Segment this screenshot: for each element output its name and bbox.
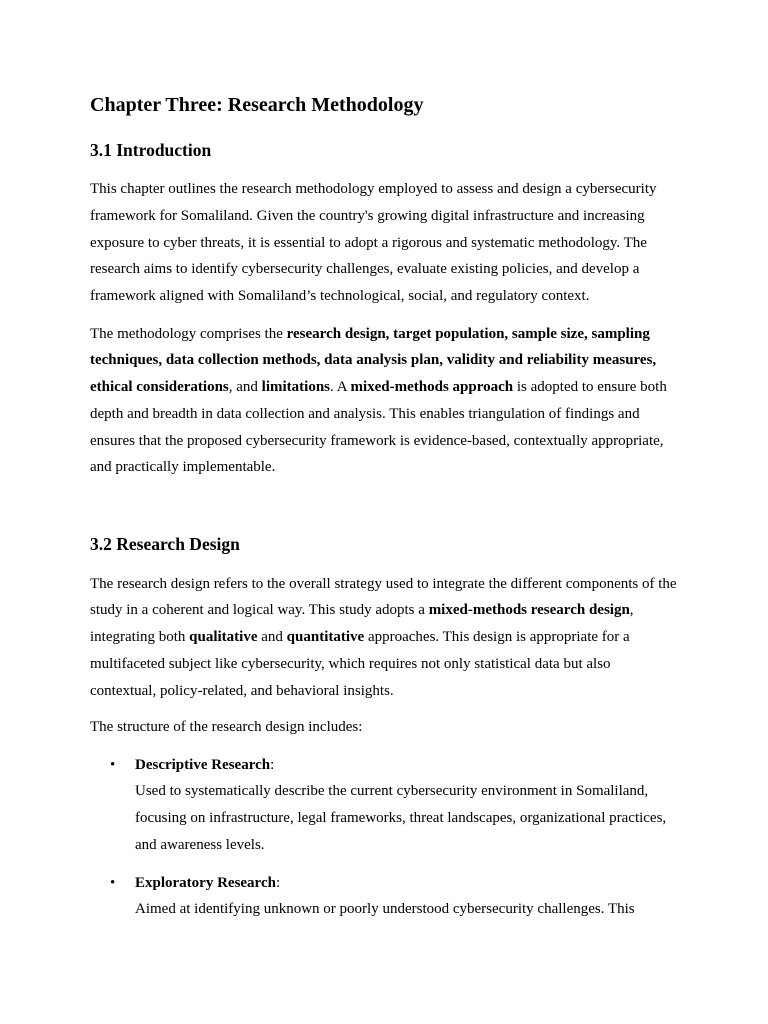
- text-run: . A: [330, 379, 351, 396]
- list-item-text: Aimed at identifying unknown or poorly understood cybersecurity challenges. This: [135, 901, 635, 918]
- design-paragraph-1: [90, 571, 680, 705]
- chapter-title: Chapter Three: Research Methodology: [90, 94, 424, 116]
- design-paragraph-2: The structure of the research design includes:: [90, 719, 363, 735]
- bold-run: qualitative: [189, 629, 258, 646]
- section-heading-introduction: 3.1 Introduction: [90, 140, 212, 160]
- text-run: , and: [228, 379, 262, 396]
- intro-paragraph-2: [90, 321, 680, 482]
- text-run: and: [257, 629, 287, 646]
- bold-run: mixed-methods research design: [428, 602, 630, 619]
- bold-run: quantitative: [286, 629, 365, 646]
- bullet-icon: •: [110, 874, 116, 891]
- intro-paragraph-1: This chapter outlines the research methodology employed to assess and design a cybersecurity framework for Somaliland. Given the country's growing digital infrastructure and increasing exposure to cyber threats, it is essential to adopt a rigorous and systematic methodology. The research aims to identify cybersecurity challenges, evaluate existing policies, and develop a framework aligned with Somaliland’s technological, social, and regulatory context.: [90, 181, 657, 305]
- text-run: The methodology comprises the: [90, 325, 287, 342]
- list-item-text: Used to systematically describe the current cybersecurity environment in Somaliland, focusing on infrastructure, legal frameworks, threat landscapes, organizational practices, and awareness levels.: [135, 783, 667, 853]
- text-run: approaches. This design is appropriate for a multifaceted subject like cybersecurity, which requires not only statistical data but also contextual, policy-related, and behavioral insights.: [90, 629, 630, 699]
- list-item-term: Exploratory Research: [135, 874, 276, 891]
- text-run: , integrating both: [90, 602, 634, 646]
- bullet-icon: •: [110, 756, 116, 773]
- bold-run: research design, target population, sample size, sampling techniques, data collection methods, data analysis plan, validity and reliability measures, ethical considerations: [90, 325, 657, 396]
- list-item-colon: :: [270, 756, 275, 773]
- bold-run: mixed-methods approach: [350, 379, 514, 396]
- list-item-term: Descriptive Research: [135, 756, 271, 773]
- text-run: The research design refers to the overall strategy used to integrate the different components of the study in a coherent and logical way. This study adopts a: [90, 575, 677, 619]
- bold-run: limitations: [261, 379, 331, 396]
- list-item-colon: :: [275, 874, 281, 891]
- list-item-body: [135, 870, 680, 924]
- section-heading-research-design: 3.2 Research Design: [90, 534, 240, 554]
- text-run: is adopted to ensure both depth and breadth in data collection and analysis. This enables triangulation of findings and ensures that the proposed cybersecurity framework is evidence-based, contextually appropriate, and practically implementable.: [90, 379, 667, 476]
- list-item-body: [135, 752, 680, 859]
